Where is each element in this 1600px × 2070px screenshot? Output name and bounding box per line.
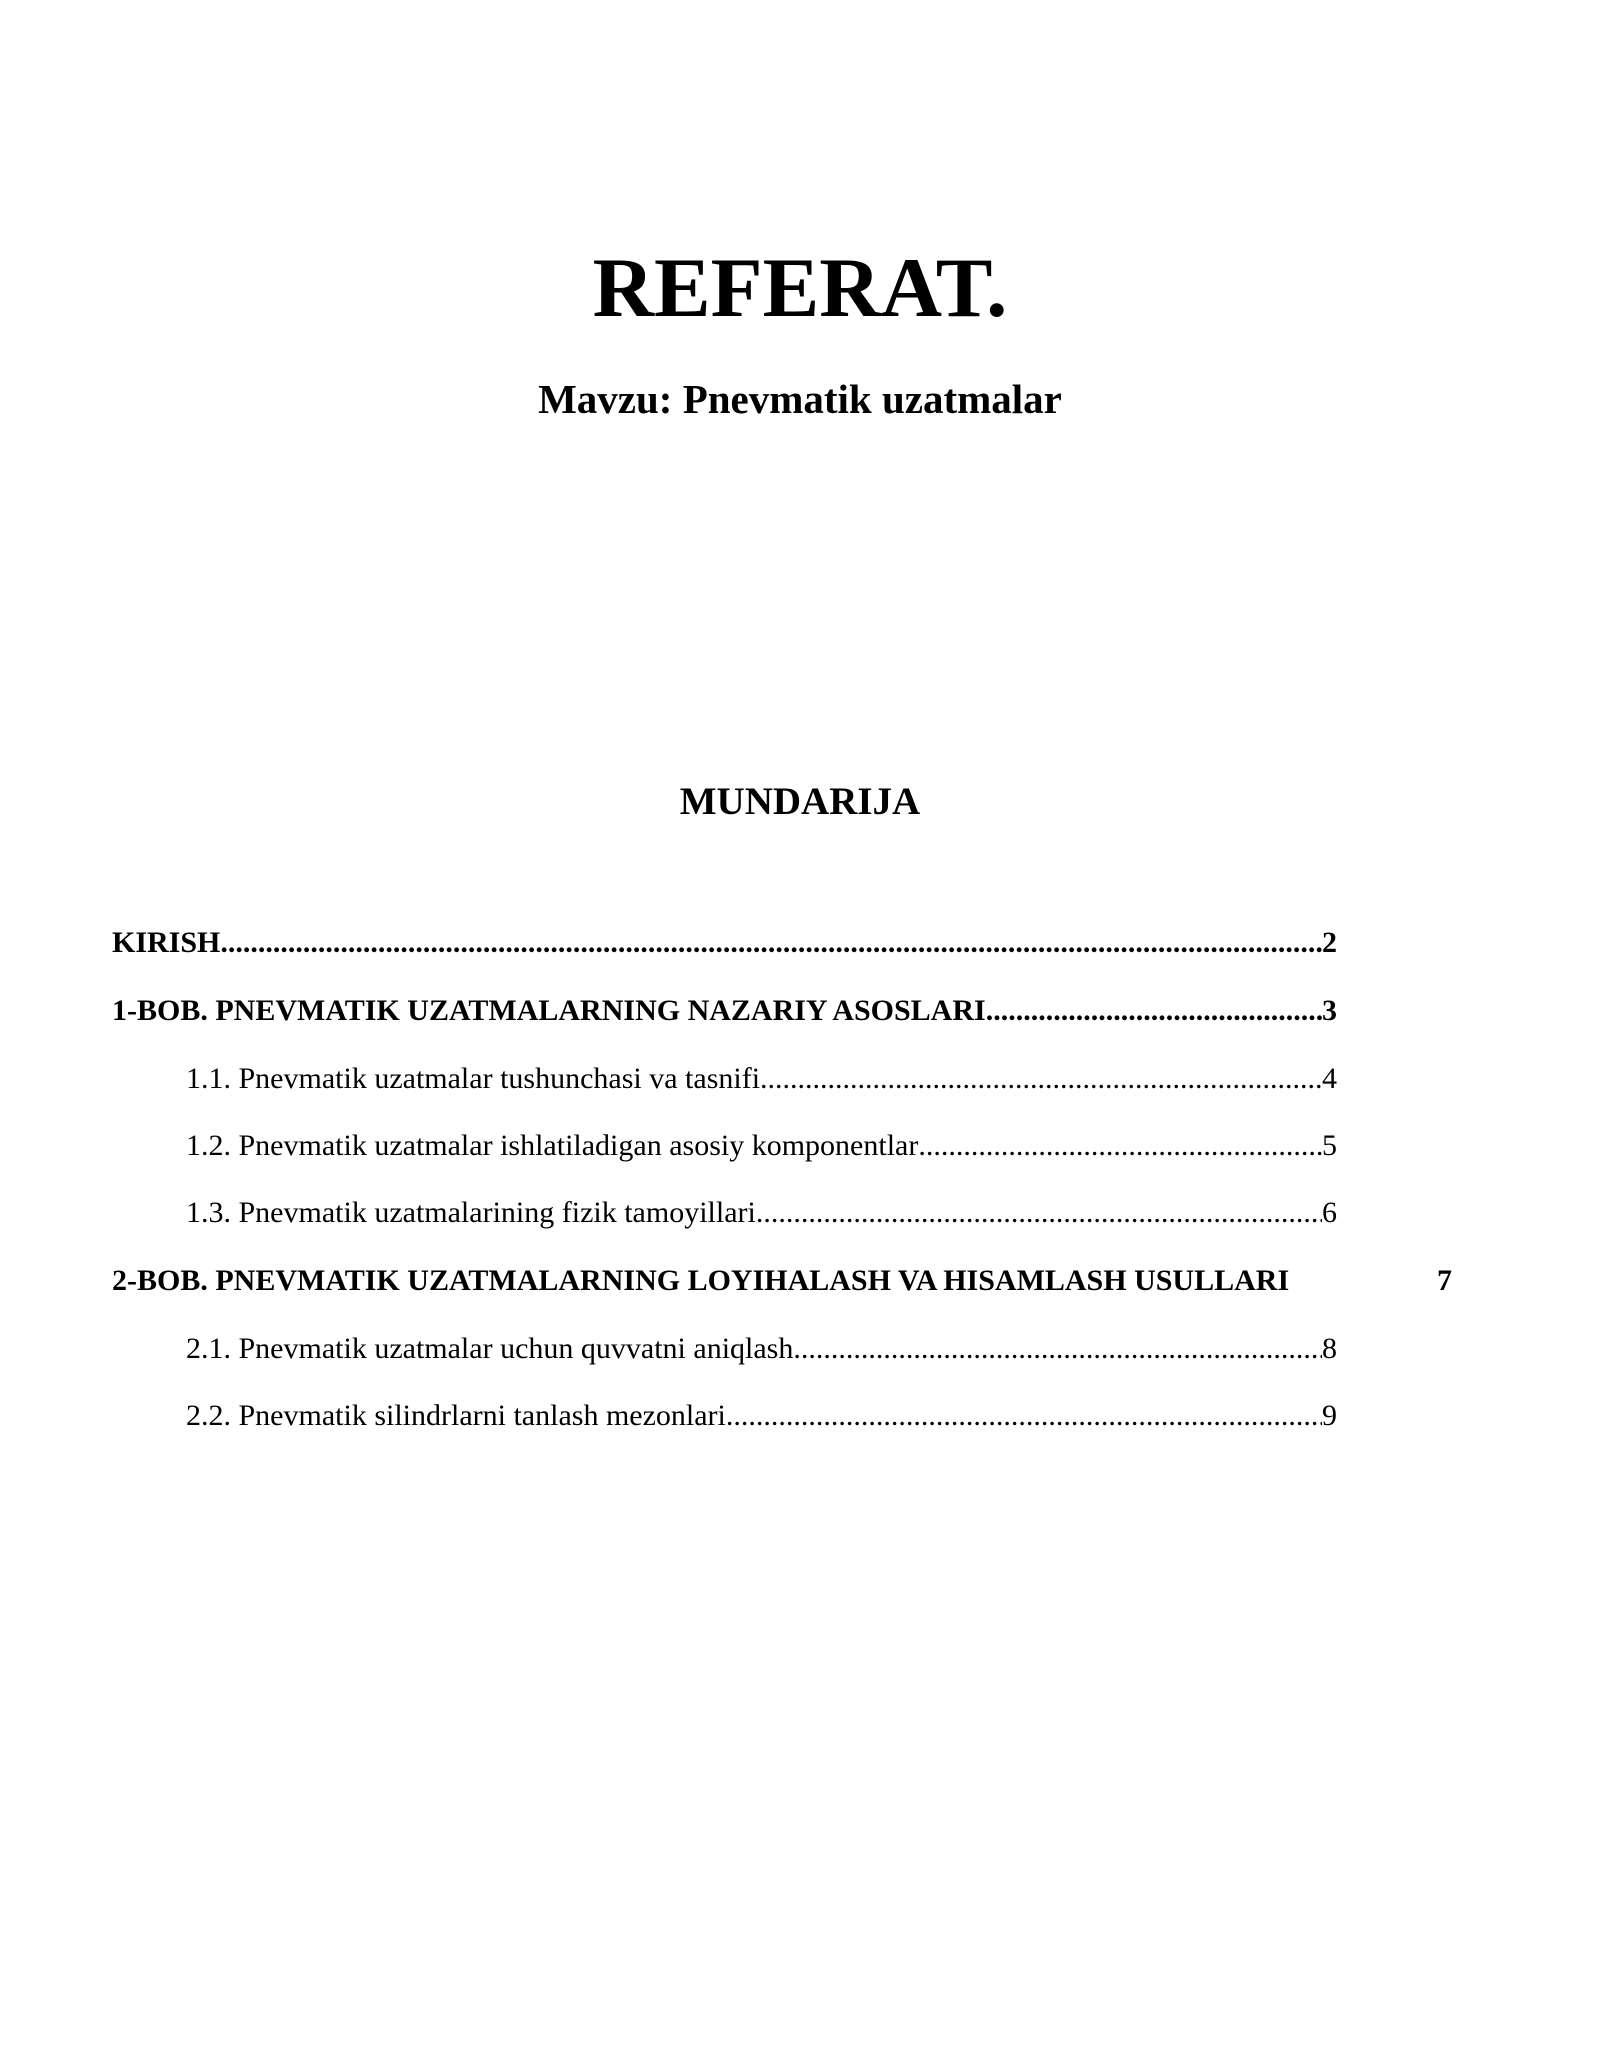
toc-dot-leader — [918, 1124, 1322, 1168]
toc-entry-label: 2-BOB. PNEVMATIK UZATMALARNING LOYIHALASH VA HISAMLASH USULLARI — [112, 1264, 1290, 1297]
toc-dot-leader — [986, 989, 1322, 1033]
toc-entry-section-2-1 — [186, 1327, 1337, 1371]
toc-page-number: 2 — [1322, 926, 1337, 959]
toc-dot-leader — [726, 1394, 1322, 1438]
toc-entry-section-2-2 — [186, 1394, 1337, 1438]
toc-entry-chapter-1 — [112, 989, 1337, 1033]
toc-entry-section-1-1 — [186, 1057, 1337, 1101]
toc-page-number: 7 — [1437, 1264, 1452, 1297]
document-title: REFERAT. — [592, 241, 1008, 335]
toc-entry-section-1-2 — [186, 1124, 1337, 1168]
toc-entry-label: 1-BOB. PNEVMATIK UZATMALARNING NAZARIY ASOSLARI — [112, 994, 986, 1027]
toc-dot-leader — [760, 1057, 1322, 1101]
toc-heading: MUNDARIJA — [679, 780, 921, 823]
toc-entry-kirish — [112, 921, 1337, 965]
toc-dot-leader — [220, 921, 1322, 965]
toc-dot-leader — [793, 1327, 1322, 1371]
toc-entry-label: 1.2. Pnevmatik uzatmalar ishlatiladigan asosiy komponentlar — [186, 1129, 919, 1162]
toc-page-number: 3 — [1322, 994, 1337, 1027]
toc-entry-label: 2.2. Pnevmatik silindrlarni tanlash mezonlari — [186, 1399, 726, 1432]
toc-entry-label: 1.3. Pnevmatik uzatmalarining fizik tamoyillari — [186, 1196, 756, 1229]
toc-entry-chapter-2 — [112, 1259, 1452, 1303]
toc-entry-label: 2.1. Pnevmatik uzatmalar uchun quvvatni aniqlash — [186, 1332, 794, 1365]
toc-dot-leader — [756, 1191, 1322, 1235]
toc-entry-section-1-3 — [186, 1191, 1337, 1235]
toc-entry-label: 1.1. Pnevmatik uzatmalar tushunchasi va tasnifi — [186, 1062, 761, 1095]
document-subtitle: Mavzu: Pnevmatik uzatmalar — [538, 376, 1062, 422]
toc-page-number: 8 — [1322, 1332, 1337, 1365]
toc-entry-label: KIRISH — [112, 926, 221, 959]
toc-page-number: 5 — [1322, 1129, 1337, 1162]
toc-page-number: 6 — [1322, 1196, 1337, 1229]
toc-page-number: 9 — [1322, 1399, 1337, 1432]
toc-page-number: 4 — [1322, 1062, 1337, 1095]
